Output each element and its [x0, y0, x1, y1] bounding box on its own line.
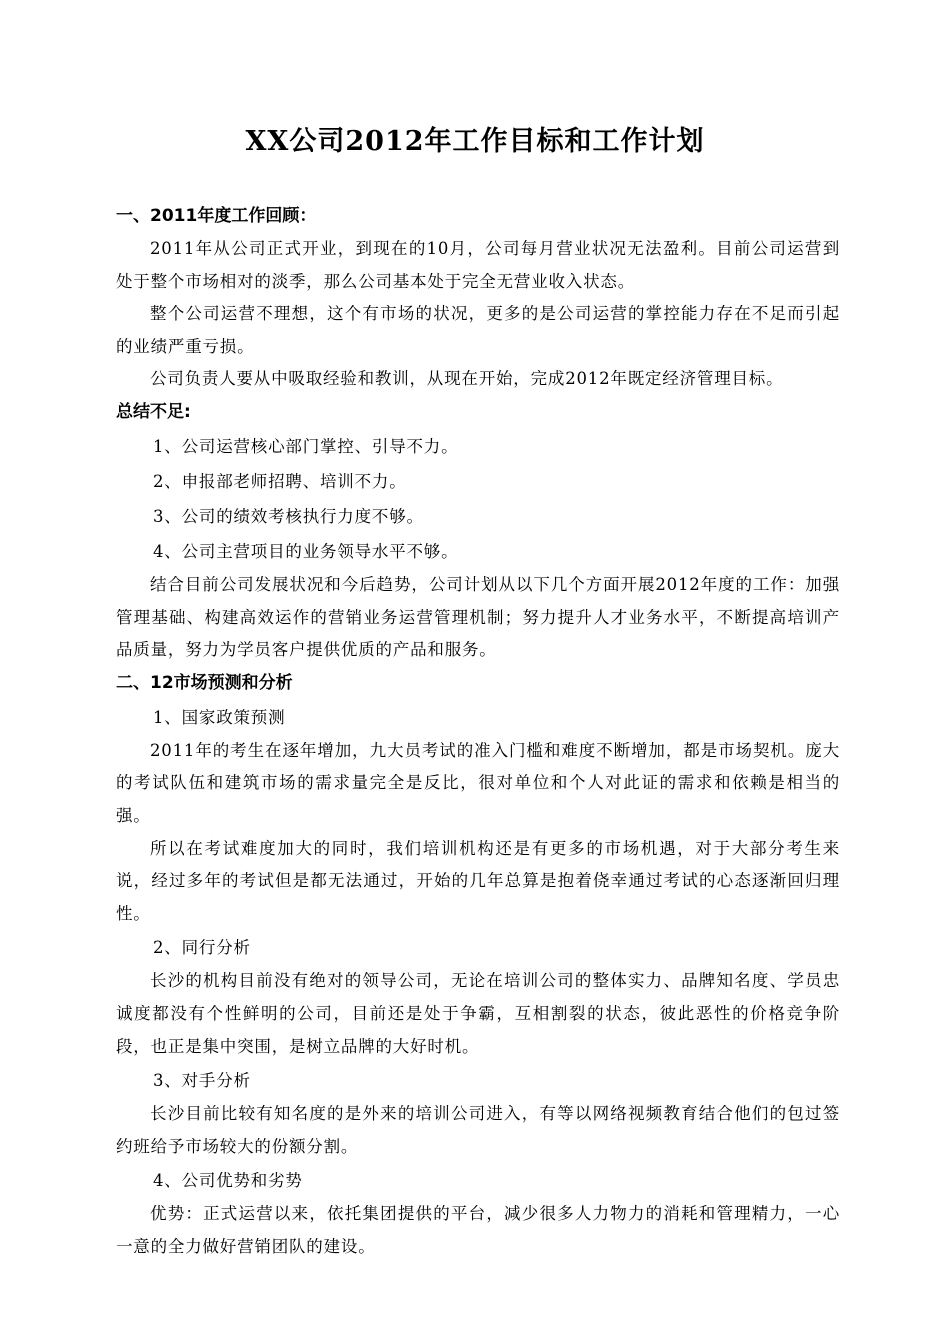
- section-heading-market: 二、12市场预测和分析: [116, 672, 293, 693]
- list-item: 3、公司的绩效考核执行力度不够。: [153, 506, 424, 526]
- paragraph: 2011年从公司正式开业，到现在的10月，公司每月营业状况无法盈利。目前公司运营到处于整个市场相对的淡季，那么公司基本处于完全无营业收入状态。: [116, 239, 840, 291]
- paragraph: 优势：正式运营以来，依托集团提供的平台，减少很多人力物力的消耗和管理精力，一心一意的全力做好营销团队的建设。: [116, 1204, 840, 1256]
- paragraph: 2011年的考生在逐年增加，九大员考试的准入门槛和难度不断增加，都是市场契机。庞大的考试队伍和建筑市场的需求量完全是反比，很对单位和个人对此证的需求和依赖是相当的强。: [116, 740, 840, 825]
- document-body: [116, 200, 840, 1263]
- paragraph: 整个公司运营不理想，这个有市场的状况，更多的是公司运营的掌控能力存在不足而引起的业绩严重亏损。: [116, 304, 840, 356]
- paragraph: 长沙的机构目前没有绝对的领导公司，无论在培训公司的整体实力、品牌知名度、学员忠诚度都没有个性鲜明的公司，目前还是处于争霸，互相割裂的状态，彼此恶性的价格竞争阶段，也正是集中突围，是树立品牌的大好时机。: [116, 971, 840, 1056]
- list-item: 1、公司运营核心部门掌控、引导不力。: [153, 436, 459, 456]
- subsection-label: 3、对手分析: [153, 1071, 251, 1091]
- subsection-label: 2、同行分析: [153, 938, 251, 958]
- summary-heading: 总结不足:: [116, 401, 191, 422]
- paragraph: 公司负责人要从中吸取经验和教训，从现在开始，完成2012年既定经济管理目标。: [150, 369, 784, 389]
- paragraph: 长沙目前比较有知名度的是外来的培训公司进入，有等以网络视频教育结合他们的包过签约班给予市场较大的份额分割。: [116, 1104, 840, 1156]
- paragraph: 所以在考试难度加大的同时，我们培训机构还是有更多的市场机遇，对于大部分考生来说，经过多年的考试但是都无法通过，开始的几年总算是抱着侥幸通过考试的心态逐渐回归理性。: [116, 838, 840, 923]
- subsection-label: 1、国家政策预测: [153, 707, 286, 727]
- list-item: 2、申报部老师招聘、培训不力。: [153, 471, 407, 491]
- list-item: 4、公司主营项目的业务领导水平不够。: [153, 541, 459, 561]
- subsection-label: 4、公司优势和劣势: [153, 1171, 303, 1191]
- document-title: XX公司2012年工作目标和工作计划: [245, 126, 705, 157]
- paragraph: 结合目前公司发展状况和今后趋势，公司计划从以下几个方面开展2012年度的工作：加强管理基础、构建高效运作的营销业务运营管理机制；努力提升人才业务水平，不断提高培训产品质量，努力为学员客户提供优质的产品和服务。: [116, 574, 840, 660]
- section-heading-review: 一、2011年度工作回顾：: [116, 206, 317, 226]
